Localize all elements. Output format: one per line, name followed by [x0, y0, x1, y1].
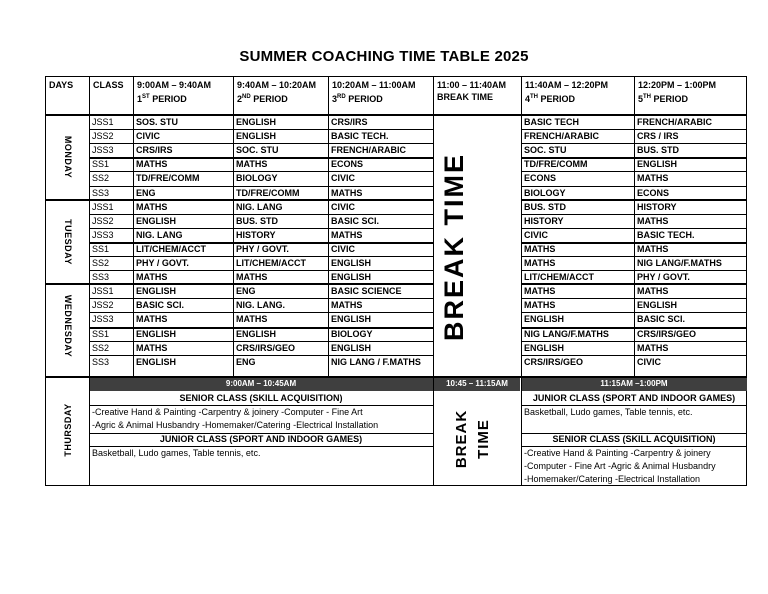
grid-line: [521, 377, 522, 485]
subject-cell: MATHS: [136, 159, 168, 169]
subject-cell: NIG LANG/F.MATHS: [637, 258, 722, 268]
class-cell: SS2: [92, 343, 110, 353]
subject-cell: BUS. STD: [236, 216, 279, 226]
header-p5-label: 5TH PERIOD: [638, 94, 689, 104]
subject-cell: NIG LANG / F.MATHS: [331, 357, 421, 367]
subject-cell: FRENCH/ARABIC: [331, 145, 406, 155]
grid-line: [133, 77, 134, 377]
header-days: DAYS: [49, 80, 74, 90]
subject-cell: BASIC SCI.: [136, 300, 185, 310]
grid-line: [46, 199, 433, 201]
subject-cell: LIT/CHEM/ACCT: [236, 258, 306, 268]
subject-cell: CIVIC: [524, 230, 549, 240]
subject-cell: MATHS: [524, 300, 556, 310]
thursday-time-bar-break: 10:45 – 11:15AM: [434, 377, 520, 391]
subject-cell: ENG: [136, 188, 156, 198]
subject-cell: PHY / GOVT.: [136, 258, 189, 268]
subject-cell: ENGLISH: [331, 343, 372, 353]
header-break-label: BREAK TIME: [437, 92, 493, 102]
subject-cell: CIVIC: [136, 131, 161, 141]
subject-cell: ENG: [236, 286, 256, 296]
header-p3-time: 10:20AM – 11:00AM: [332, 80, 416, 90]
subject-cell: ENGLISH: [331, 258, 372, 268]
subject-cell: MATHS: [136, 314, 168, 324]
subject-cell: LIT/CHEM/ACCT: [136, 244, 206, 254]
subject-cell: MATHS: [331, 300, 363, 310]
grid-line: [89, 186, 433, 187]
subject-cell: CRS/IRS: [136, 145, 173, 155]
grid-line: [89, 171, 433, 172]
grid-line: [521, 405, 747, 406]
thursday-break-word2: TIME: [475, 419, 492, 459]
grid-line: [521, 283, 747, 285]
subject-cell: TD/FRE/COMM: [524, 159, 588, 169]
subject-cell: ENG: [236, 357, 256, 367]
subject-cell: ENGLISH: [637, 300, 678, 310]
grid-line: [521, 298, 747, 299]
grid-line: [521, 77, 522, 377]
subject-cell: MATHS: [236, 159, 268, 169]
subject-cell: ENGLISH: [236, 329, 277, 339]
header-p4-label: 4TH PERIOD: [525, 94, 576, 104]
subject-cell: CRS/IRS: [331, 117, 368, 127]
grid-line: [433, 377, 434, 485]
subject-cell: ENGLISH: [236, 117, 277, 127]
subject-cell: SOC. STU: [524, 145, 567, 155]
subject-cell: ENGLISH: [331, 314, 372, 324]
header-p3-label: 3RD PERIOD: [332, 94, 383, 104]
thursday-break-word1: BREAK: [453, 409, 470, 469]
subject-cell: NIG. LANG: [136, 230, 183, 240]
grid-line: [521, 256, 747, 257]
subject-cell: ENGLISH: [136, 216, 177, 226]
subject-cell: SOS. STU: [136, 117, 179, 127]
grid-line: [521, 270, 747, 271]
subject-cell: PHY / GOVT.: [236, 244, 289, 254]
subject-cell: TD/FRE/COMM: [236, 188, 300, 198]
grid-line: [89, 446, 433, 447]
grid-line: [89, 355, 433, 356]
subject-cell: FRENCH/ARABIC: [637, 117, 712, 127]
grid-line: [89, 256, 433, 257]
timetable: [45, 76, 747, 486]
class-cell: SS3: [92, 272, 110, 282]
grid-line: [89, 433, 433, 434]
subject-cell: CRS/IRS/GEO: [524, 357, 584, 367]
subject-cell: BIOLOGY: [236, 173, 278, 183]
grid-line: [89, 341, 433, 342]
class-cell: SS1: [92, 244, 110, 254]
day-label-thursday: THURSDAY: [63, 403, 73, 457]
thursday-junior-title-right: JUNIOR CLASS (SPORT AND INDOOR GAMES): [532, 393, 736, 403]
subject-cell: MATHS: [136, 272, 168, 282]
class-cell: JSS1: [92, 202, 114, 212]
grid-line: [521, 228, 747, 229]
page-title: SUMMER COACHING TIME TABLE 2025: [239, 48, 529, 65]
subject-cell: MATHS: [637, 244, 669, 254]
subject-cell: MATHS: [331, 230, 363, 240]
class-cell: SS3: [92, 357, 110, 367]
subject-cell: HISTORY: [524, 216, 564, 226]
header-p1-time: 9:00AM – 9:40AM: [137, 80, 212, 90]
subject-cell: CRS/IRS/GEO: [637, 329, 697, 339]
thursday-senior-line1-left: -Creative Hand & Painting -Carpentry & joinery -Computer - Fine Art: [92, 407, 363, 417]
subject-cell: MATHS: [524, 244, 556, 254]
subject-cell: LIT/CHEM/ACCT: [524, 272, 594, 282]
subject-cell: BASIC SCI.: [331, 216, 380, 226]
header-p4-time: 11:40AM – 12:20PM: [525, 80, 609, 90]
class-cell: SS3: [92, 188, 110, 198]
grid-line: [89, 129, 433, 130]
subject-cell: MATHS: [637, 343, 669, 353]
subject-cell: MATHS: [236, 272, 268, 282]
break-time-banner: BREAK TIME: [439, 153, 469, 341]
grid-line: [521, 171, 747, 172]
grid-line: [46, 114, 747, 116]
class-cell: SS1: [92, 159, 110, 169]
subject-cell: ENGLISH: [136, 329, 177, 339]
thursday-time-bar-left: 9:00AM – 10:45AM: [89, 377, 433, 391]
thursday-senior-line3-right: -Homemaker/Catering -Electrical Installation: [524, 474, 701, 484]
day-label-tuesday: TUESDAY: [63, 219, 73, 265]
grid-line: [521, 446, 747, 447]
header-p1-label: 1ST PERIOD: [137, 94, 187, 104]
grid-line: [521, 143, 747, 144]
subject-cell: BUS. STD: [637, 145, 680, 155]
class-cell: SS2: [92, 258, 110, 268]
class-cell: JSS3: [92, 314, 114, 324]
grid-line: [89, 214, 433, 215]
subject-cell: TD/FRE/COMM: [136, 173, 200, 183]
subject-cell: MATHS: [524, 286, 556, 296]
subject-cell: ECONS: [637, 188, 670, 198]
grid-line: [89, 270, 433, 271]
subject-cell: ENGLISH: [524, 314, 565, 324]
subject-cell: MATHS: [637, 173, 669, 183]
subject-cell: BIOLOGY: [331, 329, 373, 339]
grid-line: [634, 77, 635, 377]
class-cell: SS2: [92, 173, 110, 183]
grid-line: [89, 377, 90, 485]
subject-cell: CIVIC: [637, 357, 662, 367]
class-cell: JSS3: [92, 230, 114, 240]
thursday-junior-line1-right: Basketball, Ludo games, Table tennis, etc.: [524, 407, 693, 417]
subject-cell: FRENCH/ARABIC: [524, 131, 599, 141]
header-break-time: 11:00 – 11:40AM: [437, 80, 507, 90]
thursday-senior-line2-left: -Agric & Animal Husbandry -Homemaker/Catering -Electrical Installation: [92, 420, 379, 430]
subject-cell: MATHS: [637, 286, 669, 296]
grid-line: [89, 143, 433, 144]
header-p2-label: 2ND PERIOD: [237, 94, 288, 104]
subject-cell: PHY / GOVT.: [637, 272, 690, 282]
grid-line: [433, 77, 434, 377]
header-p2-time: 9:40AM – 10:20AM: [237, 80, 317, 90]
subject-cell: HISTORY: [637, 202, 677, 212]
grid-line: [521, 214, 747, 215]
subject-cell: ECONS: [331, 159, 364, 169]
subject-cell: MATHS: [637, 216, 669, 226]
thursday-senior-title-left: SENIOR CLASS (SKILL ACQUISITION): [179, 393, 343, 403]
subject-cell: MATHS: [136, 202, 168, 212]
grid-line: [233, 77, 234, 377]
header-class: CLASS: [93, 80, 124, 90]
subject-cell: BIOLOGY: [524, 188, 566, 198]
thursday-break-cell: [434, 407, 520, 483]
subject-cell: BASIC TECH.: [331, 131, 389, 141]
grid-line: [89, 77, 90, 377]
subject-cell: MATHS: [524, 258, 556, 268]
thursday-time-bar-right: 11:15AM –1:00PM: [521, 377, 747, 391]
grid-line: [521, 312, 747, 313]
thursday-junior-line1-left: Basketball, Ludo games, Table tennis, etc.: [92, 448, 261, 458]
subject-cell: MATHS: [136, 343, 168, 353]
thursday-senior-line2-right: -Computer - Fine Art -Agric & Animal Husbandry: [524, 461, 716, 471]
subject-cell: CIVIC: [331, 244, 356, 254]
subject-cell: BASIC TECH: [524, 117, 580, 127]
subject-cell: ENGLISH: [136, 357, 177, 367]
subject-cell: ENGLISH: [331, 272, 372, 282]
class-cell: JSS2: [92, 216, 114, 226]
day-label-monday: MONDAY: [63, 135, 73, 179]
class-cell: SS1: [92, 329, 110, 339]
class-cell: JSS2: [92, 131, 114, 141]
grid-line: [521, 433, 747, 434]
grid-line: [521, 199, 747, 201]
subject-cell: ENGLISH: [637, 159, 678, 169]
subject-cell: MATHS: [331, 188, 363, 198]
grid-line: [89, 405, 433, 406]
class-cell: JSS1: [92, 286, 114, 296]
subject-cell: NIG. LANG.: [236, 300, 285, 310]
grid-line: [328, 77, 329, 377]
grid-line: [89, 312, 433, 313]
subject-cell: BASIC TECH.: [637, 230, 695, 240]
grid-line: [89, 228, 433, 229]
subject-cell: SOC. STU: [236, 145, 279, 155]
grid-line: [46, 283, 433, 285]
subject-cell: NIG LANG/F.MATHS: [524, 329, 609, 339]
grid-line: [89, 298, 433, 299]
class-cell: JSS2: [92, 300, 114, 310]
thursday-junior-title-left: JUNIOR CLASS (SPORT AND INDOOR GAMES): [159, 434, 363, 444]
subject-cell: ENGLISH: [236, 131, 277, 141]
header-p5-time: 12:20PM – 1:00PM: [638, 80, 717, 90]
grid-line: [46, 376, 747, 378]
subject-cell: HISTORY: [236, 230, 276, 240]
day-label-wednesday: WEDNESDAY: [63, 294, 73, 358]
grid-line: [521, 341, 747, 342]
grid-line: [521, 355, 747, 356]
grid-line: [521, 129, 747, 130]
subject-cell: ECONS: [524, 173, 557, 183]
thursday-senior-line1-right: -Creative Hand & Painting -Carpentry & joinery: [524, 448, 711, 458]
subject-cell: CRS/IRS/GEO: [236, 343, 296, 353]
subject-cell: CIVIC: [331, 202, 356, 212]
grid-line: [521, 186, 747, 187]
subject-cell: BASIC SCI.: [637, 314, 686, 324]
subject-cell: ENGLISH: [524, 343, 565, 353]
subject-cell: NIG. LANG: [236, 202, 283, 212]
subject-cell: CIVIC: [331, 173, 356, 183]
class-cell: JSS3: [92, 145, 114, 155]
subject-cell: BASIC SCIENCE: [331, 286, 402, 296]
subject-cell: BUS. STD: [524, 202, 567, 212]
subject-cell: ENGLISH: [136, 286, 177, 296]
class-cell: JSS1: [92, 117, 114, 127]
subject-cell: MATHS: [236, 314, 268, 324]
subject-cell: CRS / IRS: [637, 131, 679, 141]
thursday-senior-title-right: SENIOR CLASS (SKILL ACQUISITION): [552, 434, 716, 444]
